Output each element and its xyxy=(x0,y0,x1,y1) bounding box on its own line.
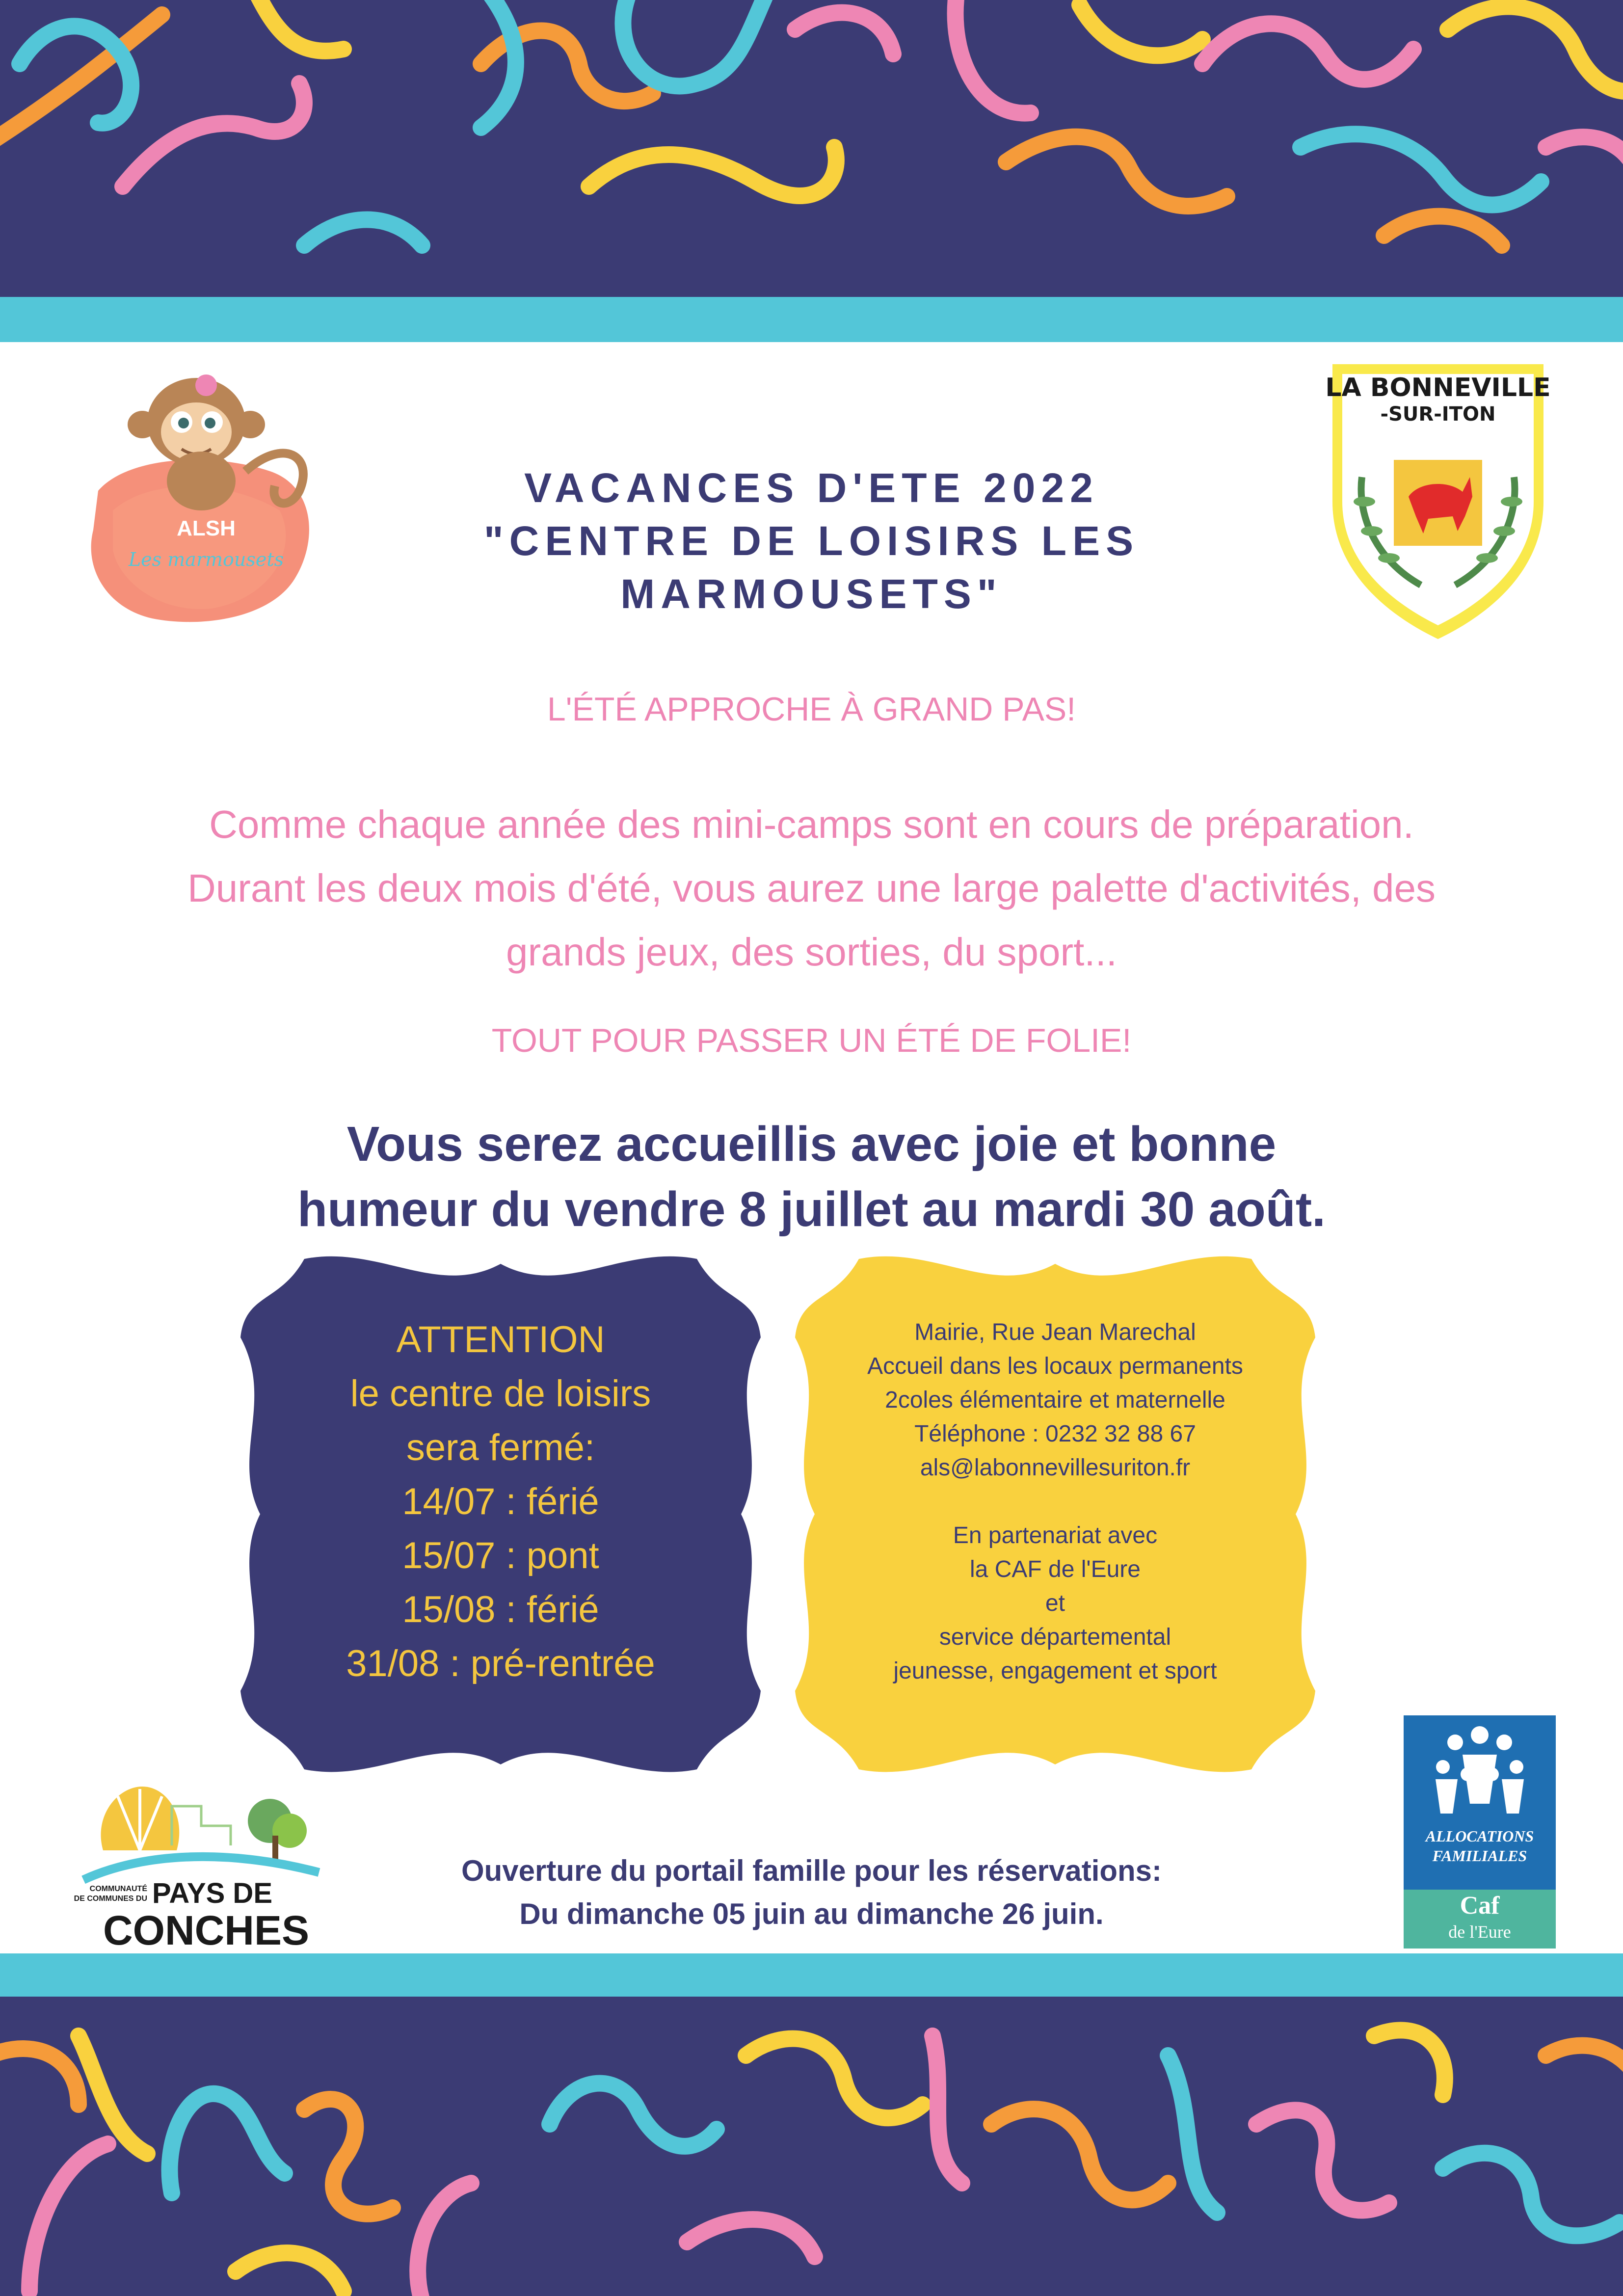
info-line: 2coles élémentaire et maternelle xyxy=(885,1387,1225,1413)
portal-line-1: Ouverture du portail famille pour les réservations: xyxy=(461,1854,1162,1887)
info-line: Mairie, Rue Jean Marechal xyxy=(914,1319,1196,1345)
conches-small-1: COMMUNAUTÉ xyxy=(89,1885,147,1893)
caf-line-2: FAMILIALES xyxy=(1432,1847,1527,1865)
town-name-line2: -SUR-ITON xyxy=(1380,403,1496,426)
welcome-line-1: Vous serez accueillis avec joie et bonne xyxy=(346,1117,1277,1172)
page-title xyxy=(0,461,1623,620)
info-line: Téléphone : 0232 32 88 67 xyxy=(914,1421,1196,1447)
subtitle: L'ÉTÉ APPROCHE À GRAND PAS! xyxy=(547,691,1076,728)
info-line: service départemental xyxy=(939,1624,1171,1650)
closure-line: ATTENTION xyxy=(396,1319,605,1361)
info-line: la CAF de l'Eure xyxy=(970,1556,1141,1582)
intro-line-3: grands jeux, des sorties, du sport... xyxy=(506,930,1117,974)
top-cyan-stripe xyxy=(0,297,1623,342)
info-line: jeunesse, engagement et sport xyxy=(893,1658,1217,1684)
portal-line-2: Du dimanche 05 juin au dimanche 26 juin. xyxy=(519,1897,1104,1930)
closure-box-text xyxy=(231,1313,771,1691)
alsh-logo-sub: Les marmousets xyxy=(128,549,284,570)
welcome-line-2: humeur du vendre 8 juillet au mardi 30 août. xyxy=(297,1182,1326,1237)
alsh-logo-name: ALSH xyxy=(177,516,236,540)
closure-line: 15/07 : pont xyxy=(402,1535,599,1576)
caf-line-3: Caf xyxy=(1460,1892,1500,1920)
intro-paragraph xyxy=(0,793,1623,984)
squiggle-decoration xyxy=(0,0,1623,297)
welcome-text xyxy=(0,1112,1623,1242)
intro-line-2: Durant les deux mois d'été, vous aurez une large palette d'activités, des xyxy=(187,866,1436,910)
conches-big-2: CONCHES xyxy=(103,1907,310,1953)
closure-line: 14/07 : férié xyxy=(402,1481,599,1522)
info-box-text xyxy=(785,1315,1325,1688)
caf-logo xyxy=(1404,1715,1556,1949)
family-icon xyxy=(1404,1715,1556,1823)
info-line: Accueil dans les locaux permanents xyxy=(867,1353,1243,1379)
info-line xyxy=(785,1485,1325,1519)
closure-box xyxy=(231,1244,771,1784)
title-line-3: MARMOUSETS" xyxy=(620,571,1003,617)
portal-text xyxy=(0,1849,1623,1936)
info-line: En partenariat avec xyxy=(953,1522,1158,1548)
town-name-line1: LA BONNEVILLE xyxy=(1325,373,1551,402)
tagline: TOUT POUR PASSER UN ÉTÉ DE FOLIE! xyxy=(491,1022,1132,1059)
bottom-cyan-stripe xyxy=(0,1953,1623,1997)
closure-line: 15/08 : férié xyxy=(402,1589,599,1630)
intro-line-1: Comme chaque année des mini-camps sont en cours de préparation. xyxy=(209,802,1414,846)
top-confetti-band xyxy=(0,0,1623,297)
bottom-confetti-band xyxy=(0,1997,1623,2296)
caf-line-4: de l'Eure xyxy=(1448,1922,1511,1942)
closure-line: 31/08 : pré-rentrée xyxy=(346,1643,655,1684)
caf-line-1: ALLOCATIONS xyxy=(1425,1827,1534,1845)
squiggle-decoration xyxy=(0,1997,1623,2296)
conches-big-1: PAYS DE xyxy=(152,1877,272,1909)
title-line-1: VACANCES D'ETE 2022 xyxy=(524,465,1099,511)
info-email: als@labonnevillesuriton.fr xyxy=(920,1455,1191,1481)
closure-line: le centre de loisirs xyxy=(350,1373,651,1415)
title-line-2: "CENTRE DE LOISIRS LES xyxy=(483,518,1140,564)
closure-line: sera fermé: xyxy=(406,1427,595,1468)
info-box xyxy=(785,1244,1325,1784)
conches-small-2: DE COMMUNES DU xyxy=(74,1895,147,1903)
info-line: et xyxy=(1045,1590,1065,1616)
